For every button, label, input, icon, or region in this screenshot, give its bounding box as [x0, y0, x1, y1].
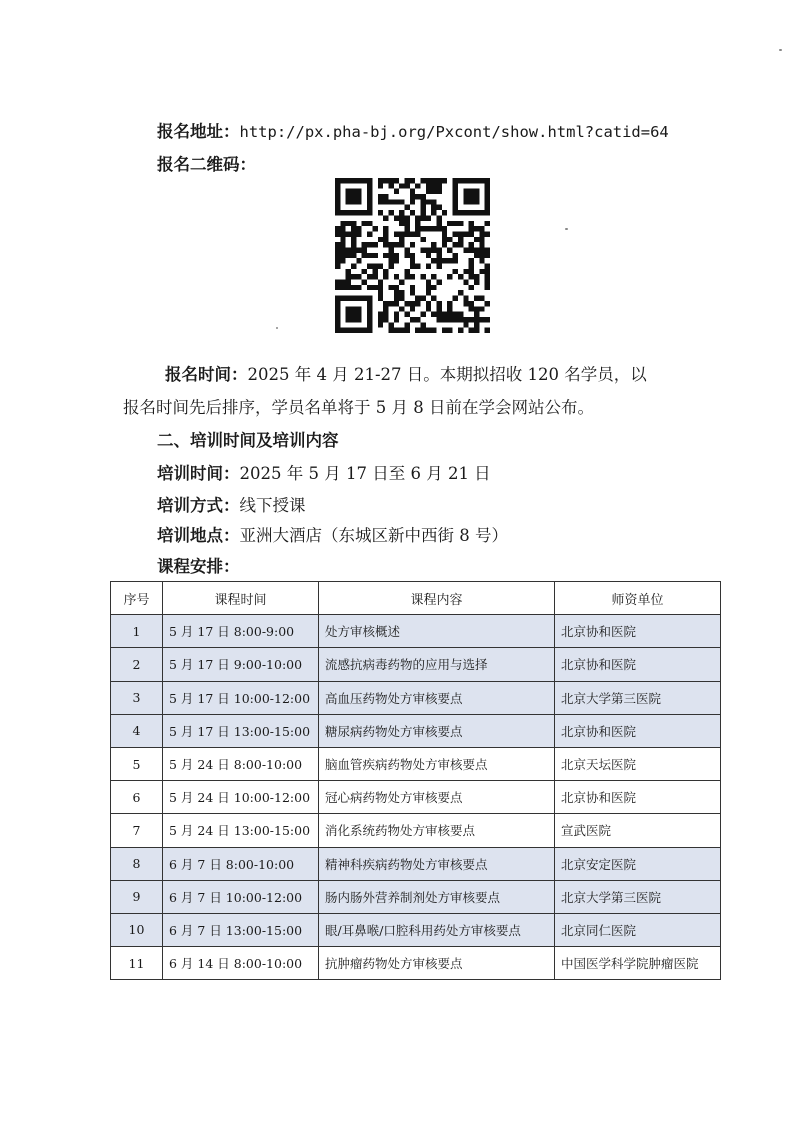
train-place-value: 亚洲大酒店（东城区新中西街 8 号） — [239, 526, 508, 545]
cell-no: 5 — [111, 747, 163, 780]
registration-address-line — [157, 121, 669, 143]
cell-time: 6 月 14 日 8:00-10:00 — [163, 947, 319, 980]
train-mode-label: 培训方式： — [157, 496, 240, 515]
cell-no: 10 — [111, 913, 163, 946]
cell-time: 6 月 7 日 10:00-12:00 — [163, 880, 319, 913]
table-row — [111, 880, 721, 913]
cell-institution: 北京大学第三医院 — [555, 681, 721, 714]
schedule-table — [110, 581, 721, 980]
schedule-body — [111, 615, 721, 980]
scan-speck — [276, 327, 278, 329]
registration-qr-code[interactable] — [335, 178, 490, 333]
cell-institution: 北京协和医院 — [555, 648, 721, 681]
scan-speck — [565, 228, 568, 230]
table-row — [111, 781, 721, 814]
table-row — [111, 681, 721, 714]
schedule-header-row — [111, 582, 721, 615]
cell-no: 6 — [111, 781, 163, 814]
enroll-time-text: 2025 年 4 月 21-27 日。本期拟招收 120 名学员，以 — [247, 365, 647, 384]
cell-time: 5 月 17 日 10:00-12:00 — [163, 681, 319, 714]
cell-no: 2 — [111, 648, 163, 681]
section2-heading: 二、培训时间及培训内容 — [157, 431, 339, 450]
cell-institution: 中国医学科学院肿瘤医院 — [555, 947, 721, 980]
table-row — [111, 747, 721, 780]
cell-content: 消化系统药物处方审核要点 — [319, 814, 555, 847]
cell-no: 1 — [111, 615, 163, 648]
table-row — [111, 913, 721, 946]
cell-no: 11 — [111, 947, 163, 980]
cell-no: 8 — [111, 847, 163, 880]
registration-qr-label: 报名二维码： — [157, 155, 256, 174]
cell-no: 9 — [111, 880, 163, 913]
cell-time: 5 月 24 日 8:00-10:00 — [163, 747, 319, 780]
cell-institution: 北京协和医院 — [555, 781, 721, 814]
cell-institution: 北京协和医院 — [555, 714, 721, 747]
cell-no: 3 — [111, 681, 163, 714]
train-place-line — [157, 525, 508, 547]
cell-time: 5 月 17 日 9:00-10:00 — [163, 648, 319, 681]
train-mode-line — [157, 495, 306, 517]
table-row — [111, 648, 721, 681]
cell-content: 冠心病药物处方审核要点 — [319, 781, 555, 814]
cell-content: 脑血管疾病药物处方审核要点 — [319, 747, 555, 780]
cell-time: 6 月 7 日 8:00-10:00 — [163, 847, 319, 880]
cell-content: 高血压药物处方审核要点 — [319, 681, 555, 714]
table-row — [111, 947, 721, 980]
train-place-label: 培训地点： — [157, 526, 240, 545]
qr-code-image — [335, 178, 490, 333]
train-time-value: 2025 年 5 月 17 日至 6 月 21 日 — [239, 464, 491, 483]
header-institution: 师资单位 — [555, 582, 721, 615]
cell-time: 5 月 17 日 13:00-15:00 — [163, 714, 319, 747]
header-time: 课程时间 — [163, 582, 319, 615]
enroll-time-line — [165, 364, 647, 386]
enroll-time-label: 报名时间： — [165, 365, 248, 384]
cell-content: 抗肿瘤药物处方审核要点 — [319, 947, 555, 980]
cell-institution: 北京大学第三医院 — [555, 880, 721, 913]
table-row — [111, 714, 721, 747]
cell-time: 5 月 24 日 10:00-12:00 — [163, 781, 319, 814]
table-row — [111, 615, 721, 648]
enroll-time-text-cont: 报名时间先后排序，学员名单将于 5 月 8 日前在学会网站公布。 — [123, 398, 594, 417]
schedule-label: 课程安排： — [157, 557, 240, 576]
header-no: 序号 — [111, 582, 163, 615]
registration-address-label: 报名地址： — [157, 122, 240, 141]
scan-speck — [779, 49, 782, 51]
cell-content: 眼/耳鼻喉/口腔科用药处方审核要点 — [319, 913, 555, 946]
header-content: 课程内容 — [319, 582, 555, 615]
cell-no: 4 — [111, 714, 163, 747]
train-time-line — [157, 463, 491, 485]
cell-content: 精神科疾病药物处方审核要点 — [319, 847, 555, 880]
cell-content: 肠内肠外营养制剂处方审核要点 — [319, 880, 555, 913]
cell-institution: 北京天坛医院 — [555, 747, 721, 780]
cell-institution: 北京协和医院 — [555, 615, 721, 648]
cell-institution: 北京同仁医院 — [555, 913, 721, 946]
cell-content: 流感抗病毒药物的应用与选择 — [319, 648, 555, 681]
cell-content: 糖尿病药物处方审核要点 — [319, 714, 555, 747]
cell-time: 5 月 17 日 8:00-9:00 — [163, 615, 319, 648]
registration-address-url[interactable]: http://px.pha-bj.org/Pxcont/show.html?catid=64 — [239, 123, 669, 141]
cell-institution: 北京安定医院 — [555, 847, 721, 880]
cell-time: 5 月 24 日 13:00-15:00 — [163, 814, 319, 847]
table-row — [111, 814, 721, 847]
cell-no: 7 — [111, 814, 163, 847]
cell-time: 6 月 7 日 13:00-15:00 — [163, 913, 319, 946]
cell-institution: 宣武医院 — [555, 814, 721, 847]
train-mode-value: 线下授课 — [239, 496, 306, 515]
table-row — [111, 847, 721, 880]
cell-content: 处方审核概述 — [319, 615, 555, 648]
train-time-label: 培训时间： — [157, 464, 240, 483]
